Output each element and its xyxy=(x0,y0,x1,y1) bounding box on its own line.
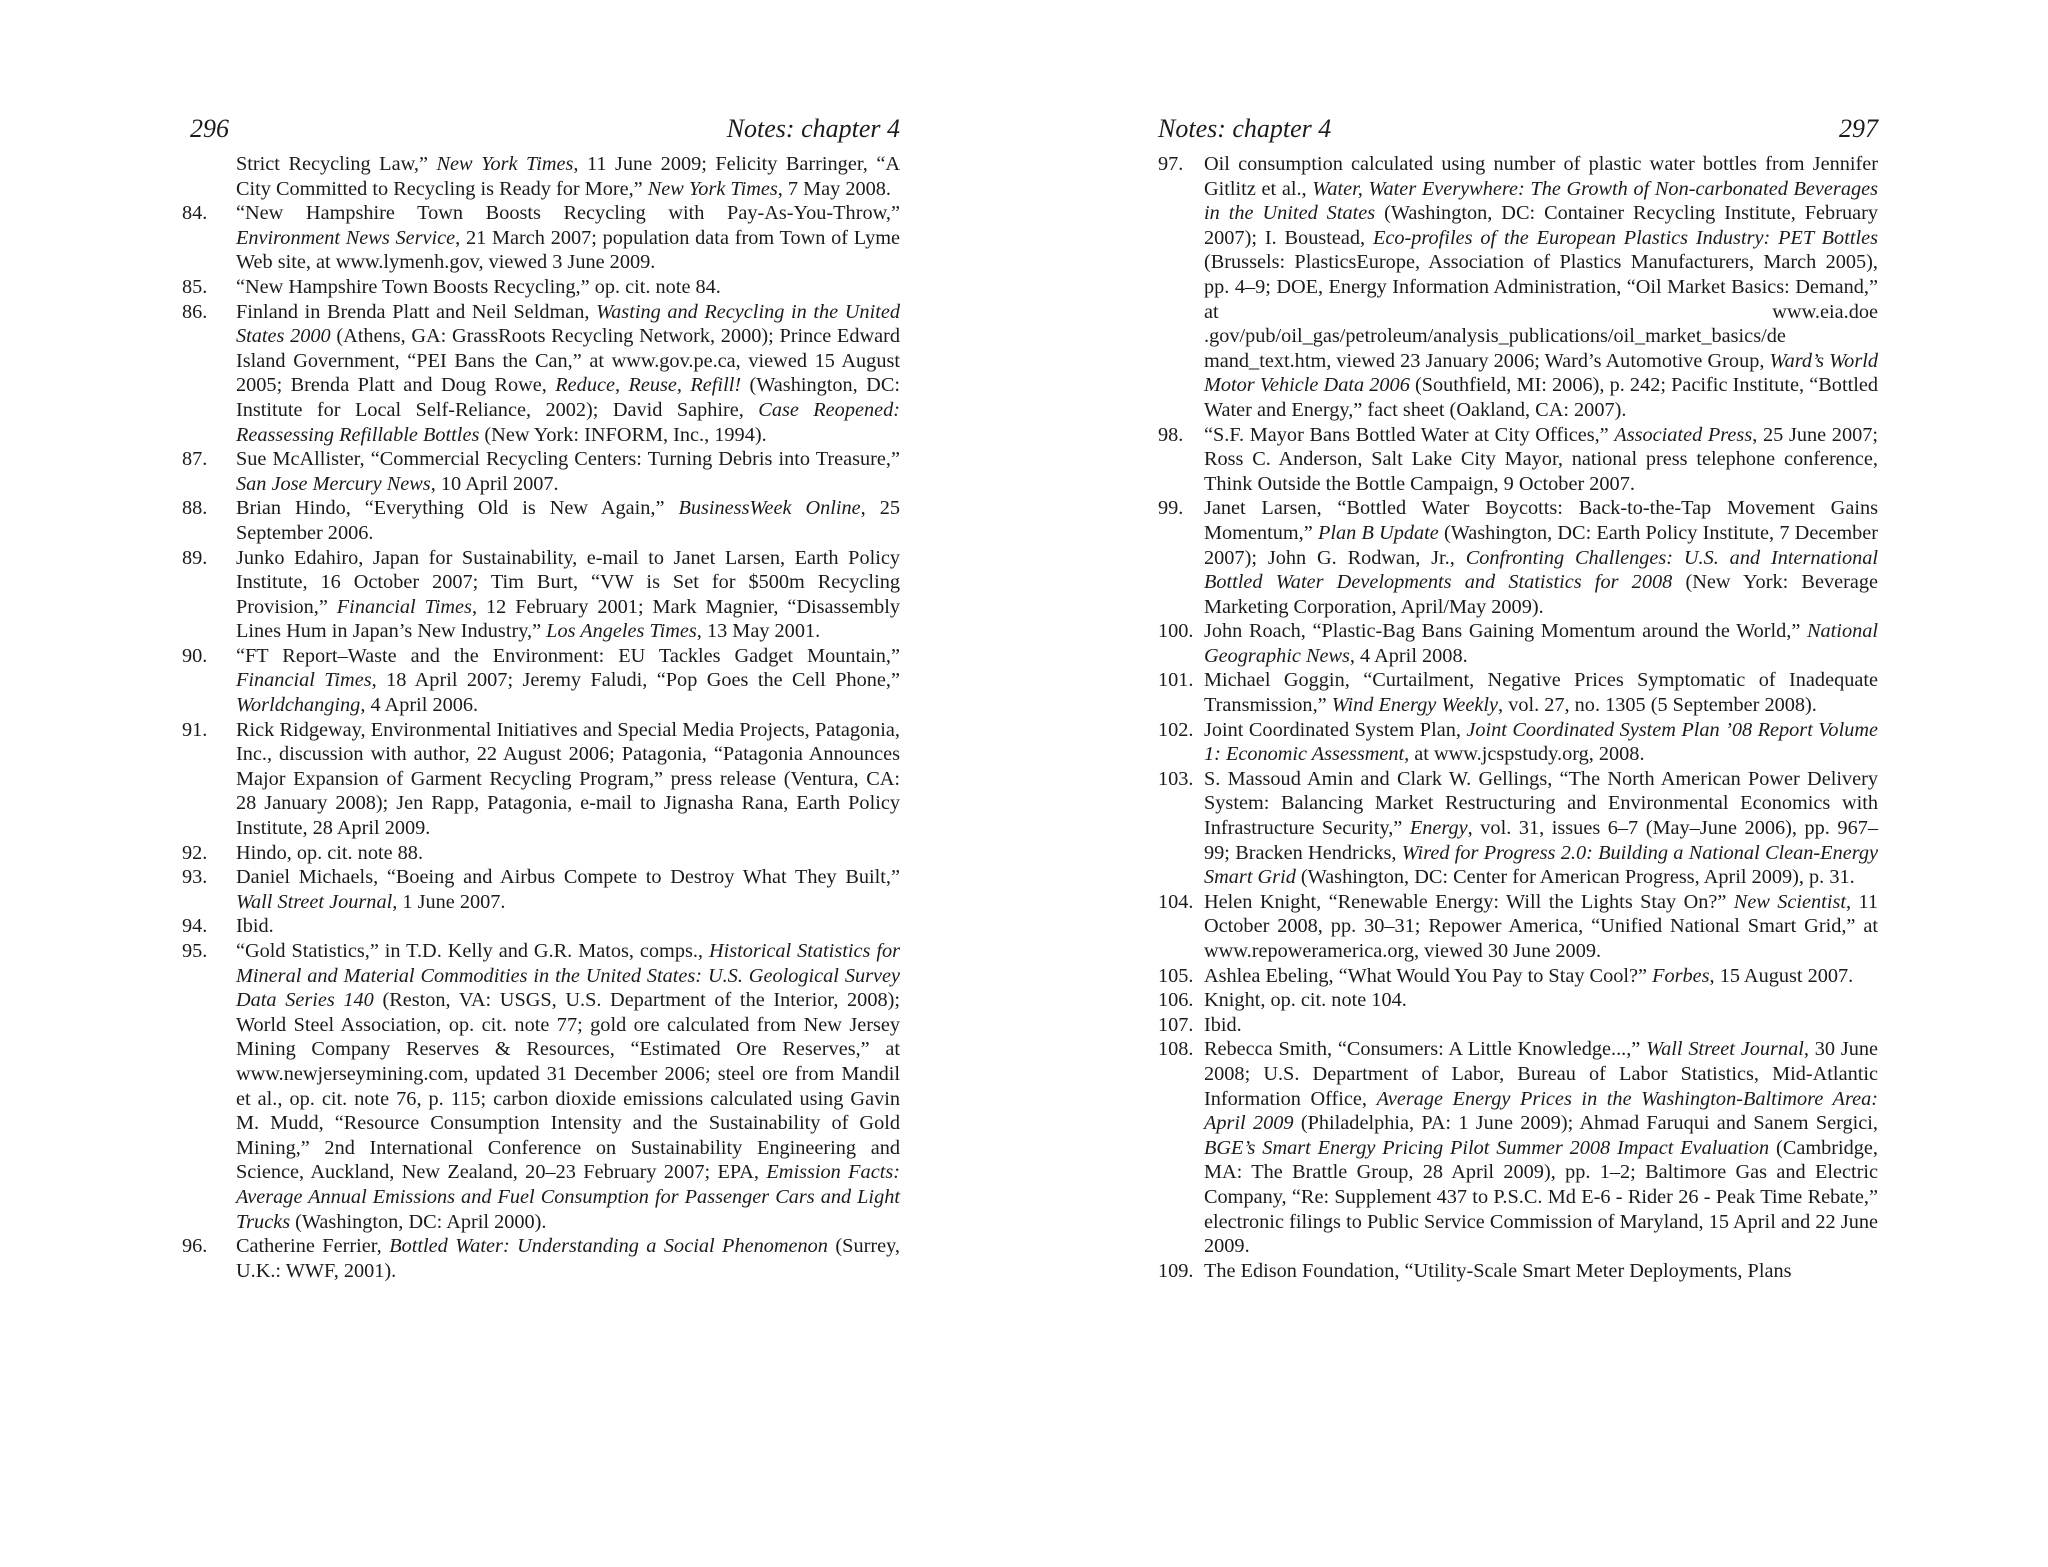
note-text: Sue McAllister, “Commercial Recycling Centers: Turning Debris into Treasure,” San Jose Mercury News, 10 April 2007. xyxy=(236,448,900,495)
note-item-95 xyxy=(182,939,900,1234)
note-number: 105. xyxy=(1158,964,1194,987)
note-number: 85. xyxy=(182,275,208,298)
note-text: “New Hampshire Town Boosts Recycling with Pay-As-You-Throw,” Environment News Service, 21 March 2007; population data from Town of Lyme Web site, at www.lymenh.gov, viewed 3 June 2009. xyxy=(236,202,900,274)
note-number: 108. xyxy=(1158,1038,1194,1061)
note-number: 99. xyxy=(1158,497,1184,520)
note-text: Strict Recycling Law,” New York Times, 11 June 2009; Felicity Barringer, “A City Committed to Recycling is Ready for More,” New York Times, 7 May 2008. xyxy=(236,153,900,200)
note-item-98 xyxy=(1158,423,1878,497)
note-item-109 xyxy=(1158,1259,1878,1284)
note-number: 91. xyxy=(182,718,208,741)
note-item-94 xyxy=(182,914,900,939)
note-item-103 xyxy=(1158,767,1878,890)
note-item-84 xyxy=(182,201,900,275)
note-text: Oil consumption calculated using number of plastic water bottles from Jennifer Gitlitz et al., Water, Water Everywhere: The Growth of Non-carbonated Beverages in the United States (Washington, DC: Container Recycling Institute, February 2007); I. Boustead, Eco-profiles of the European Plastics Industry: PET Bottles (Brussels: PlasticsEurope, Association of Plastics Manufacturers, March 2005), pp. 4–9; DOE, Energy Information Administration, “Oil Market Basics: Demand,” at www.eia.doe .gov/pub/oil_gas/petroleum/analysis_publications/oil_market_basics/de mand_text.htm, viewed 23 January 2006; Ward’s Automotive Group, Ward’s World Motor Vehicle Data 2006 (Southfield, MI: 2006), p. 242; Pacific Institute, “Bottled Water and Energy,” fact sheet (Oakland, CA: 2007). xyxy=(1204,153,1878,421)
note-number: 94. xyxy=(182,915,208,938)
note-text: Joint Coordinated System Plan, Joint Coordinated System Plan ’08 Report Volume 1: Economic Assessment, at www.jcspstudy.org, 2008. xyxy=(1204,718,1878,766)
note-text: “FT Report–Waste and the Environment: EU Tackles Gadget Mountain,” Financial Times, 18 April 2007; Jeremy Faludi, “Pop Goes the Cell Phone,” Worldchanging, 4 April 2006. xyxy=(236,644,900,717)
left-page-number: 296 xyxy=(190,114,229,143)
note-item-101 xyxy=(1158,668,1878,717)
note-text: Catherine Ferrier, Bottled Water: Understanding a Social Phenomenon (Surrey, U.K.: WWF, 2001). xyxy=(236,1235,900,1282)
left-page xyxy=(182,112,901,1283)
note-text: Hindo, op. cit. note 88. xyxy=(236,841,424,864)
note-item-96 xyxy=(182,1234,900,1283)
note-number: 88. xyxy=(182,497,208,520)
note-item-90 xyxy=(182,644,900,718)
note-text: Knight, op. cit. note 104. xyxy=(1204,989,1407,1012)
note-item-106 xyxy=(1158,988,1878,1013)
note-number: 103. xyxy=(1158,767,1194,790)
note-item-102 xyxy=(1158,718,1878,767)
note-number: 98. xyxy=(1158,423,1184,446)
note-number: 86. xyxy=(182,300,208,323)
note-item-99 xyxy=(1158,496,1878,619)
note-text: Ibid. xyxy=(1204,1013,1242,1036)
right-page-number: 297 xyxy=(1839,114,1878,143)
note-number: 89. xyxy=(182,546,208,569)
note-number: 101. xyxy=(1158,669,1194,692)
note-text: Ibid. xyxy=(236,915,274,938)
note-text: Janet Larsen, “Bottled Water Boycotts: Back-to-the-Tap Movement Gains Momentum,” Plan B Update (Washington, DC: Earth Policy Institute, 7 December 2007); John G. Rodwan, Jr., Confronting Challenges: U.S. and International Bottled Water Developments and Statistics for 2008 (New York: Beverage Marketing Corporation, April/May 2009). xyxy=(1204,497,1879,618)
note-text: The Edison Foundation, “Utility-Scale Smart Meter Deployments, Plans xyxy=(1204,1259,1792,1282)
note-number: 104. xyxy=(1158,890,1194,913)
note-number: 106. xyxy=(1158,989,1194,1012)
note-text: Rick Ridgeway, Environmental Initiatives and Special Media Projects, Patagonia, Inc., discussion with author, 22 August 2006; Patagonia, “Patagonia Announces Major Expansion of Garment Recycling Program,” press release (Ventura, CA: 28 January 2008); Jen Rapp, Patagonia, e-mail to Jignasha Rana, Earth Policy Institute, 28 April 2009. xyxy=(236,718,900,840)
note-number: 102. xyxy=(1158,718,1194,741)
right-notes-list xyxy=(1158,152,1878,1283)
note-number: 84. xyxy=(182,202,208,225)
note-item-105 xyxy=(1158,964,1878,989)
note-number: 107. xyxy=(1158,1013,1194,1036)
note-item-92 xyxy=(182,841,900,866)
note-item-93 xyxy=(182,865,900,914)
note-item-104 xyxy=(1158,890,1878,964)
note-text: Michael Goggin, “Curtailment, Negative Prices Symptomatic of Inadequate Transmission,” Wind Energy Weekly, vol. 27, no. 1305 (5 September 2008). xyxy=(1204,669,1878,717)
note-item-108 xyxy=(1158,1037,1878,1258)
note-number: 95. xyxy=(182,940,208,962)
note-item-107 xyxy=(1158,1013,1878,1038)
note-item-89 xyxy=(182,546,901,644)
note-number: 96. xyxy=(182,1235,208,1258)
note-text: Rebecca Smith, “Consumers: A Little Knowledge...,” Wall Street Journal, 30 June 2008; U.S. Department of Labor, Bureau of Labor Statistics, Mid-Atlantic Information Office, Average Energy Prices in the Washington-Baltimore Area: April 2009 (Philadelphia, PA: 1 June 2009); Ahmad Faruqui and Sanem Sergici, BGE’s Smart Energy Pricing Pilot Summer 2008 Impact Evaluation (Cambridge, MA: The Brattle Group, 28 April 2009), pp. 1–2; Baltimore Gas and Electric Company, “Re: Supplement 437 to P.S.C. Md E-6 - Rider 26 - Peak Time Rebate,” electronic filings to Public Service Commission of Maryland, 15 April and 22 June 2009. xyxy=(1204,1038,1879,1258)
right-running-title: Notes: chapter 4 xyxy=(1158,114,1332,143)
note-text: “New Hampshire Town Boosts Recycling,” op. cit. note 84. xyxy=(236,275,721,298)
left-notes-list xyxy=(182,152,901,1283)
right-page xyxy=(1158,112,1878,1283)
note-text: Helen Knight, “Renewable Energy: Will the Lights Stay On?” New Scientist, 11 October 2008, pp. 30–31; Repower America, “Unified National Smart Grid,” at www.repoweramerica.org, viewed 30 June 2009. xyxy=(1204,890,1878,962)
note-item-86 xyxy=(182,300,901,448)
note-item-87 xyxy=(182,447,900,496)
note-item-88 xyxy=(182,496,900,545)
note-text: Finland in Brenda Platt and Neil Seldman, Wasting and Recycling in the United States 2000 (Athens, GA: GrassRoots Recycling Network, 2000); Prince Edward Island Government, “PEI Bans the Can,” at www.gov.pe.ca, viewed 15 August 2005; Brenda Platt and Doug Rowe, Reduce, Reuse, Refill! (Washington, DC: Institute for Local Self-Reliance, 2002); David Saphire, Case Reopened: Reassessing Refillable Bottles (New York: INFORM, Inc., 1994). xyxy=(236,300,901,446)
note-text: Junko Edahiro, Japan for Sustainability, e-mail to Janet Larsen, Earth Policy Institute, 16 October 2007; Tim Burt, “VW is Set for $500m Recycling Provision,” Financial Times, 12 February 2001; Mark Magnier, “Disassembly Lines Hum in Japan’s New Industry,” Los Angeles Times, 13 May 2001. xyxy=(236,546,901,643)
left-running-head xyxy=(190,112,900,152)
note-item-91 xyxy=(182,718,900,841)
note-text: Ashlea Ebeling, “What Would You Pay to Stay Cool?” Forbes, 15 August 2007. xyxy=(1204,964,1854,987)
note-number: 92. xyxy=(182,841,208,864)
note-number: 97. xyxy=(1158,153,1184,175)
note-text: “S.F. Mayor Bans Bottled Water at City Offices,” Associated Press, 25 June 2007; Ross C. Anderson, Salt Lake City Mayor, national press telephone conference, Think Outside the Bottle Campaign, 9 October 2007. xyxy=(1204,423,1878,495)
note-item-continued xyxy=(190,152,900,201)
note-text: John Roach, “Plastic-Bag Bans Gaining Momentum around the World,” National Geographic News, 4 April 2008. xyxy=(1204,620,1878,667)
note-number: 93. xyxy=(182,866,208,889)
note-text: “Gold Statistics,” in T.D. Kelly and G.R. Matos, comps., Historical Statistics for Mineral and Material Commodities in the United States: U.S. Geological Survey Data Series 140 (Reston, VA: USGS, U.S. Department of the Interior, 2008); World Steel Association, op. cit. note 77; gold ore calculated from New Jersey Mining Company Reserves & Resources, “Estimated Ore Reserves,” at www.newjerseymining.com, updated 31 December 2006; steel ore from Mandil et al., op. cit. note 76, p. 115; carbon dioxide emissions calculated using Gavin M. Mudd, “Resource Consumption Intensity and the Sustainability of Gold Mining,” 2nd International Conference on Sustainability Engineering and Science, Auckland, New Zealand, 20–23 February 2007; EPA, Emission Facts: Average Annual Emissions and Fuel Consumption for Passenger Cars and Light Trucks (Washington, DC: April 2000). xyxy=(236,940,900,1233)
note-item-97 xyxy=(1158,152,1878,423)
note-number: 90. xyxy=(182,644,208,667)
note-number: 109. xyxy=(1158,1259,1194,1282)
note-number: 87. xyxy=(182,448,208,471)
right-running-head xyxy=(1158,112,1878,152)
note-item-100 xyxy=(1158,619,1878,668)
note-text: Daniel Michaels, “Boeing and Airbus Compete to Destroy What They Built,” Wall Street Journal, 1 June 2007. xyxy=(236,866,900,913)
note-text: S. Massoud Amin and Clark W. Gellings, “The North American Power Delivery System: Balancing Market Restructuring and Environmental Economics with Infrastructure Security,” Energy, vol. 31, issues 6–7 (May–June 2006), pp. 967–99; Bracken Hendricks, Wired for Progress 2.0: Building a National Clean-Energy Smart Grid (Washington, DC: Center for American Progress, April 2009), p. 31. xyxy=(1204,767,1878,889)
note-text: Brian Hindo, “Everything Old is New Again,” BusinessWeek Online, 25 September 2006. xyxy=(236,497,900,544)
note-number: 100. xyxy=(1158,620,1194,643)
note-item-85 xyxy=(182,275,900,300)
left-running-title: Notes: chapter 4 xyxy=(726,114,900,143)
